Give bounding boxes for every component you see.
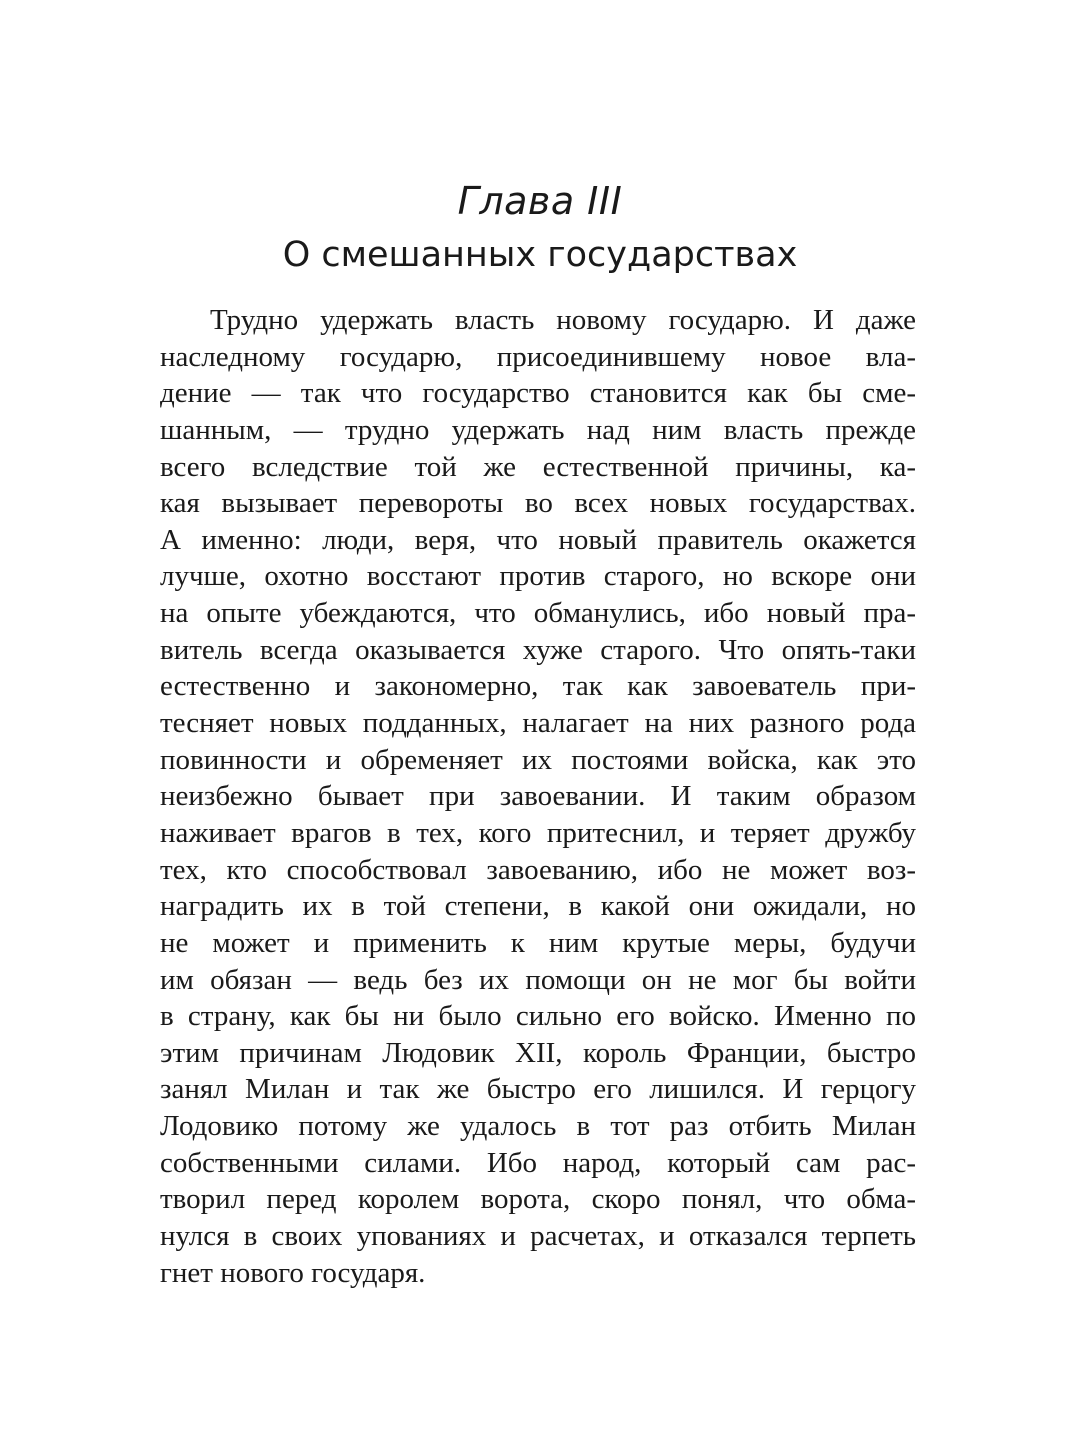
text-line: нулся в своих упованиях и расчетах, и отказался терпеть [160,1220,916,1253]
text-line: кая вызывает перевороты во всех новых государствах. [160,487,916,520]
text-line: тесняет новых подданных, налагает на них разного рода [160,707,916,740]
text-line: естественно и закономерно, так как завоеватель при- [160,670,916,703]
text-line: в страну, как бы ни было сильно его войско. Именно по [160,1000,916,1033]
chapter-title: О смешанных государствах [282,235,798,275]
text-line: тех, кто способствовал завоеванию, ибо не может воз- [160,853,916,886]
text-line: повинности и обременяет их постоями войска, как это [160,743,916,776]
text-line: дение — так что государство становится как бы сме- [160,377,916,410]
text-line: не может и применить к ним крутые меры, будучи [160,926,916,959]
text-line: им обязан — ведь без их помощи он не мог бы войти [160,963,916,996]
text-line: этим причинам Людовик XII, король Франции, быстро [160,1036,916,1069]
text-line: творил перед королем ворота, скоро понял, что обма- [160,1183,916,1216]
text-line: Лодовико потому же удалось в тот раз отбить Милан [160,1110,916,1143]
text-line: собственными силами. Ибо народ, который сам рас- [160,1146,916,1179]
text-line: наследному государю, присоединившему новое вла- [160,340,916,373]
text-line: неизбежно бывает при завоевании. И таким образом [160,780,916,813]
text-line: гнет нового государя. [160,1256,426,1289]
text-line: витель всегда оказывается хуже старого. Что опять-таки [160,633,916,666]
text-line: на опыте убеждаются, что обманулись, ибо новый пра- [160,597,916,630]
text-line: всего вследствие той же естественной причины, ка- [160,450,916,483]
text-line: А именно: люди, веря, что новый правитель окажется [160,523,916,556]
text-line: Трудно удержать власть новому государю. И даже [210,304,916,336]
chapter-label: Глава III [457,179,623,223]
text-line: шанным, — трудно удержать над ним власть прежде [160,413,916,446]
text-line: наживает врагов в тех, кого притеснил, и теряет дружбу [160,816,916,849]
body-paragraph [160,302,916,1291]
text-line: занял Милан и так же быстро его лишился. И герцогу [160,1073,916,1106]
text-line: наградить их в той степени, в какой они ожидали, но [160,890,916,923]
text-line: лучше, охотно восстают против старого, но вскоре они [160,560,916,593]
